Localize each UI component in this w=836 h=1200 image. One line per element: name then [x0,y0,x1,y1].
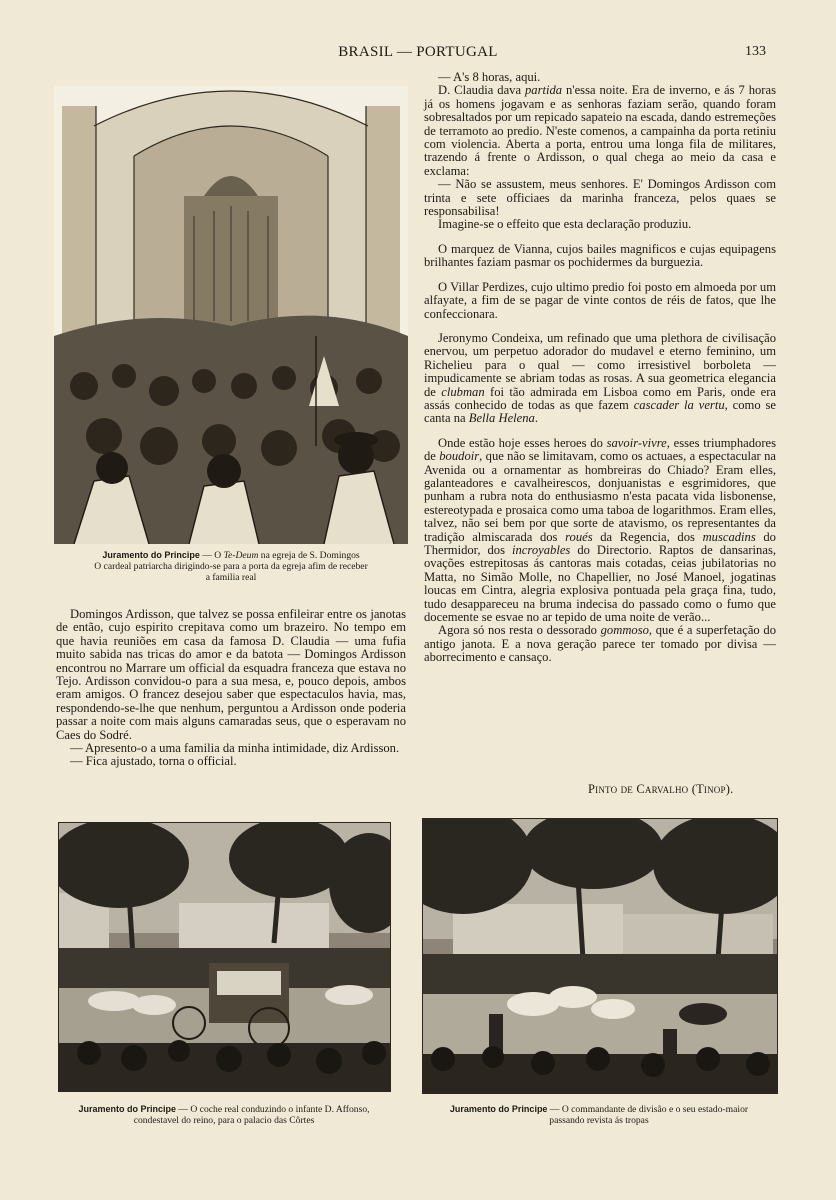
caption-te-deum-rest: na egreja de S. Domingos [258,550,360,561]
text-run: foi tão admirada em Lisboa como em Paris, onde era assás conhecido de todas as que fazem [424,384,776,412]
text-run: , como se canta na [424,397,777,426]
right-paragraph: O marquez de Vianna, cujos bailes magnificos e cujas equipagens brilhantes faziam pasmar os pochidermes da burguezia. [424,241,776,270]
italic-run: gommoso [600,623,649,638]
text-run: , que não se limitavam, como os actuaes, a espectacular na Avenida ou a ornamentar as hombreiras do Chiado? Eram elles, galanteadores e cavalheirescos, donjuanistas e esgrimidores, que punham a rubra nota do enthusiasmo n'esta pacata vida lisbonense, estereotypada e prosaica como uma taboa de logarithmos. Eram elles, talvez, não sei bem por que sorte de atavismo, os representantes da tradição almiscarada dos [424,449,776,544]
text-run: D. Claudia dava [438,83,525,98]
caption-royal-coach [46,1104,402,1126]
caption-te-deum-line3: a familia real [205,572,257,583]
italic-run: partida [524,83,563,98]
caption-troop-review [410,1104,788,1126]
caption-te-deum-line2: O cardeal patriarcha dirigindo-se para a porta da egreja afim de receber [94,561,368,572]
caption-te-deum-line1 [40,550,422,561]
text-run: do Directorio. Raptos de dansarinas, ovações estrepitosas ás cantoras mais cotadas, ceias jubilatorias no Matta, no Simão Molle, no Chapellier, no José Manoel, jogatinas loucas em Cintra, alegria explosiva pontuada pela graça fina, tudo, tudo desappareceu na bruma indecisa do passado como o fumo que docemente se esvae no ar tepido de uma noite de verão... [424,543,776,625]
right-column [424,71,776,665]
right-paragraph [424,332,776,426]
italic-run: boudoir [439,449,480,464]
engraving-te-deum [54,86,408,544]
italic-run: savoir-vivre [606,435,667,450]
right-paragraph: — A's 8 horas, aqui. [438,70,541,84]
text-run: , esses triumphadores de [424,435,776,464]
photo-royal-coach [58,822,391,1092]
italic-run: cascader la vertu [633,397,725,412]
italic-run: muscadins [702,529,756,544]
text-run: , que é a superfetação do antigo janota. E a nova geração parece ter tomado por divisa — aborrecimento e cansaço. [424,623,776,665]
right-paragraph: — Não se assustem, meus senhores. E' Domingos Ardisson com trinta e sete officiaes da marinha franceza, pelos quaes se responsabilisa! [424,177,776,219]
italic-run: incroyables [512,543,571,557]
caption-te-deum [40,550,422,583]
caption-troop-review-rest: — O commandante de divisão e o seu estado-maior [547,1104,749,1115]
left-paragraph: — Fica ajustado, torna o official. [70,754,237,769]
left-paragraph: — Apresento-o a uma familia da minha intimidade, diz Ardisson. [70,741,400,756]
italic-run: clubman [441,384,485,399]
caption-troop-review-line2: passando revista ás tropas [549,1115,649,1126]
text-run: . [534,411,538,426]
text-run: Jeronymo Condeixa, um refinado que uma plethora de civilisação enervou, um perpetuo adorador do mudavel e eterno feminino, um Richelieu para o qual — como irresistivel borboleta — impudicamente se abriam todas as rosas. A sua geometrica elegancia de [424,330,776,399]
text-run: da Regencia, dos [592,529,703,544]
caption-te-deum-dash: — O [199,550,224,561]
caption-royal-coach-line1 [46,1104,402,1115]
caption-troop-review-line1 [410,1104,788,1115]
text-run: do Thermidor, dos [424,529,776,557]
right-paragraph [424,624,776,664]
author-signature: Pinto de Carvalho (Tinop). [588,782,734,796]
caption-te-deum-em: Te-Deum [223,550,259,561]
text-run: Agora só nos resta o dessorado [438,623,601,638]
right-paragraph: O Villar Perdizes, cujo ultimo predio foi posto em almoeda por um alfayate, a fim de se pagar de vinte contos de réis de fatos, que lhe confeccionara. [424,279,776,321]
caption-royal-coach-rest: — O coche real conduzindo o infante D. Affonso, [176,1104,370,1115]
text-run: Onde estão hoje esses heroes do [438,435,607,450]
right-paragraph: Imagine-se o effeito que esta declaração produziu. [438,217,692,232]
right-paragraph [424,437,776,625]
caption-royal-coach-line2: condestavel do reino, para o palacio das Côrtes [133,1115,315,1126]
italic-run: Bella Helena [468,411,535,426]
left-paragraph: Domingos Ardisson, que talvez se possa enfileirar entre os janotas de então, cujo espirito crepitava como um brazeiro. No tempo em que havia reuniões em casa da famosa D. Claudia — uma fufia muito sabida nas tricas do amor e da batota — Domingos Ardisson encontrou no Marrare um official da esquadra franceza que estava no Tejo. Ardisson convidou-o para a sua mesa, e, pouco depois, ambos eram amigos. O francez desejou saber que espectaculos havia, mas, respondendo-se-lhe que nenhum, perguntou a Ardisson onde poderia passar a noite com mais alguns camaradas seus, que o esperavam no Caes do Sodré. [56,607,406,742]
caption-troop-review-title: Juramento do Principe [449,1104,548,1114]
page-number: 133 [745,44,766,59]
photo-troop-review [422,818,778,1094]
right-paragraph [424,84,776,178]
text-run: n'essa noite. Era de inverno, e ás 7 horas já os homens jogavam e as senhoras faziam serão, quando foram sobresaltados por um repicado sapateio na escada, dando estremeções de terramoto ao predio. N'este comenos, a campainha da porta retiniu com violencia. Aberta a porta, entrou uma longa fila de militares, trazendo á frente o Ardisson, o qual chega ao meio da casa e exclama: [424,83,776,178]
running-title: BRASIL — PORTUGAL [338,44,498,60]
running-head [0,44,836,64]
left-column [56,608,406,769]
caption-royal-coach-title: Juramento do Principe [78,1104,176,1114]
italic-run: roués [565,529,593,544]
caption-te-deum-title: Juramento do Principe [102,550,200,560]
